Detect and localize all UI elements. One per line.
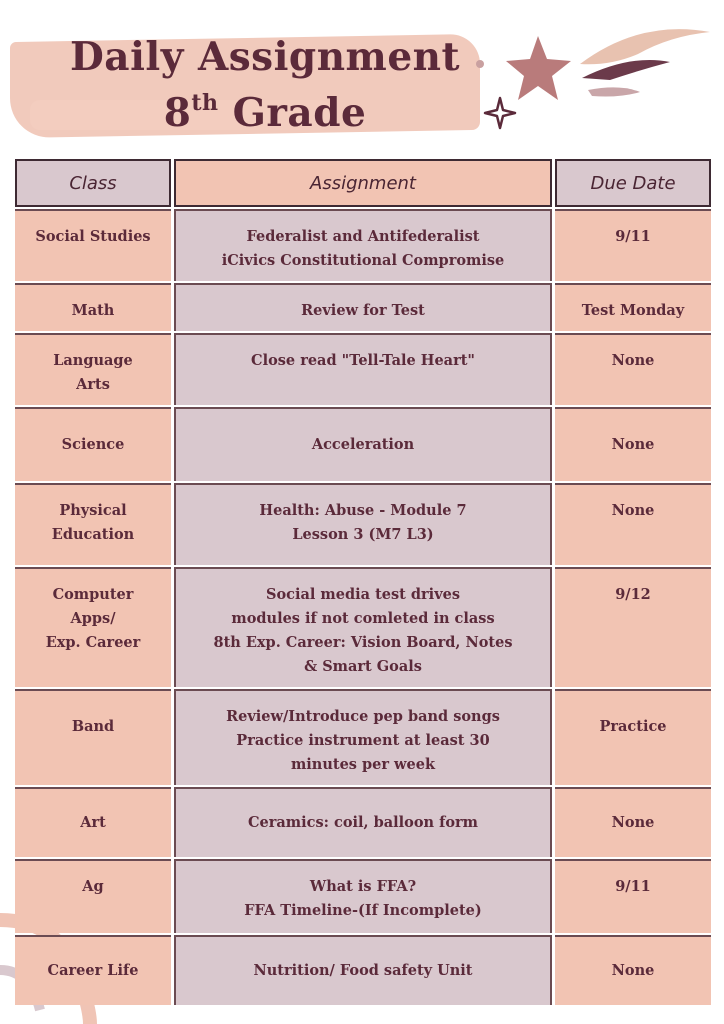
assignment-cell: Federalist and Antifederalist iCivics Constitutional Compromise (174, 209, 552, 281)
assignment-cell: Ceramics: coil, balloon form (174, 787, 552, 857)
class-cell: Language Arts (15, 333, 171, 405)
due-date-cell: None (555, 787, 711, 857)
table-row (15, 689, 711, 785)
table-row (15, 935, 711, 1005)
column-header-due-date: Due Date (555, 159, 711, 207)
due-date-cell: Test Monday (555, 283, 711, 331)
shooting-star-icon (470, 14, 724, 144)
assignment-cell: Close read "Tell-Tale Heart" (174, 333, 552, 405)
column-header-assignment: Assignment (174, 159, 552, 207)
table-row (15, 333, 711, 405)
due-date-cell: 9/11 (555, 209, 711, 281)
assignment-cell: Acceleration (174, 407, 552, 481)
table-header-row (15, 159, 711, 207)
due-date-cell: None (555, 483, 711, 565)
table-row (15, 283, 711, 331)
table-row (15, 787, 711, 857)
due-date-cell: 9/11 (555, 859, 711, 933)
due-date-cell: None (555, 407, 711, 481)
class-cell: Band (15, 689, 171, 785)
assignment-cell: Review for Test (174, 283, 552, 331)
due-date-cell: None (555, 333, 711, 405)
class-cell: Science (15, 407, 171, 481)
class-cell: Social Studies (15, 209, 171, 281)
table-row (15, 407, 711, 481)
class-cell: Math (15, 283, 171, 331)
page-title: Daily Assignment (69, 34, 461, 80)
class-cell: Physical Education (15, 483, 171, 565)
class-cell: Computer Apps/ Exp. Career (15, 567, 171, 687)
assignment-table (12, 157, 714, 1007)
class-cell: Art (15, 787, 171, 857)
assignment-cell: Health: Abuse - Module 7 Lesson 3 (M7 L3) (174, 483, 552, 565)
due-date-cell: 9/12 (555, 567, 711, 687)
table-row (15, 483, 711, 565)
page-subtitle: 8th Grade (163, 90, 367, 136)
assignment-cell: Nutrition/ Food safety Unit (174, 935, 552, 1005)
due-date-cell: Practice (555, 689, 711, 785)
table-row (15, 209, 711, 281)
assignment-cell: Review/Introduce pep band songs Practice instrument at least 30 minutes per week (174, 689, 552, 785)
assignment-cell: Social media test drives modules if not comleted in class 8th Exp. Career: Vision Board, Notes & Smart Goals (174, 567, 552, 687)
table-row (15, 859, 711, 933)
class-cell: Ag (15, 859, 171, 933)
column-header-class: Class (15, 159, 171, 207)
table-row (15, 567, 711, 687)
class-cell: Career Life (15, 935, 171, 1005)
due-date-cell: None (555, 935, 711, 1005)
assignment-cell: What is FFA? FFA Timeline-(If Incomplete) (174, 859, 552, 933)
